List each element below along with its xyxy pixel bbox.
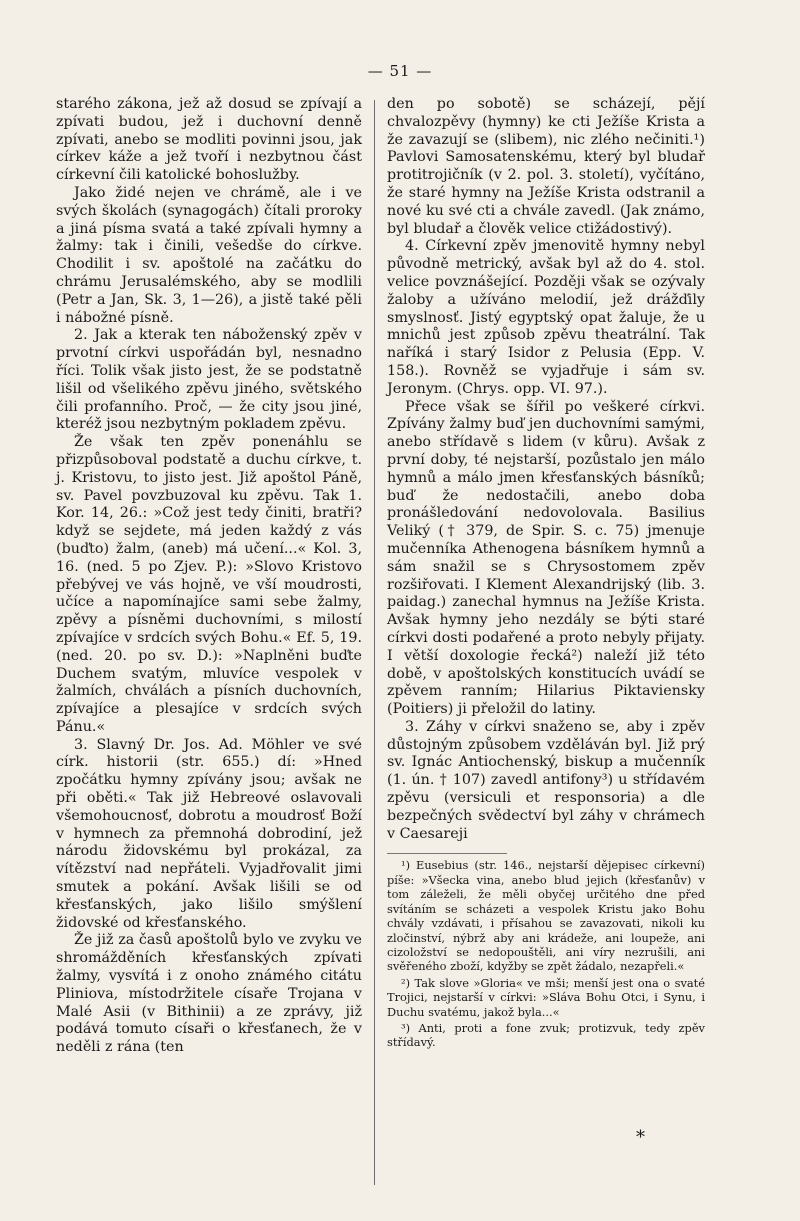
paragraph: 3. Záhy v církvi snaženo se, aby i zpěv důstojným způsobem vzděláván byl. Již prý sv. Ignác Antiochenský, biskup a mučenník (1. ún. † 107) zavedl antifony³) u střídavém zpěvu (versiculi et responsoria) a dle bezpečných svědectví byl záhy v chrámech v Caesareji <box>387 718 705 842</box>
footnote: ³) Anti, proti a fone zvuk; protizvuk, tedy zpěv střídavý. <box>387 1020 705 1050</box>
column-divider <box>374 100 375 1185</box>
paragraph: Jako židé nejen ve chrámě, ale i ve svých školách (synagogách) čítali proroky a jiná písma svatá a také zpívali hymny a žalmy: tak i činili, vešedše do církve. Chodilit i sv. apoštolé na začátku do chrámu Jerusalémského, aby se modlili (Petr a Jan, Sk. 3, 1—26), a jistě také pěli i nábožné písně. <box>56 184 362 326</box>
footnote: ¹) Eusebius (str. 146., nejstarší dějepisec církevní) píše: »Všecka vina, anebo blud jejich (křesťanův) v tom záleželi, že měli obyčej určitého dne před svítáním se scházeti a vespolek Kristu jako Bohu chvály vzdávati, i přísahou se zavazovati, nikoli ku zločinství, nýbrž aby ani krádeže, ani loupeže, ani cizoložství se nedopouštěli, ani víry nezrušili, ani svěřeného zboží, kdyžby se zpět žádalo, nezapřeli.« <box>387 858 705 974</box>
paragraph: 2. Jak a kterak ten náboženský zpěv v prvotní církvi uspořádán byl, nesnadno říci. Tolik však jisto jest, že se podstatně lišil od všelikého zpěvu jiného, světského čili profanního. Proč, — že city jsou jiné, kteréž jsou nezbytným pokladem zpěvu. <box>56 327 362 433</box>
footnote-rule <box>387 853 507 854</box>
paragraph: Že však ten zpěv ponenáhlu se přizpůsoboval podstatě a duchu církve, t. j. Kristovu, to jisto jest. Již apoštol Páně, sv. Pavel povzbuzoval ku zpěvu. Tak 1. Kor. 14, 26.: »Což jest tedy činiti, bratři? když se sejdete, má jeden každý z vás (buďto) žalm, (aneb) má učení...« Kol. 3, 16. (ned. 5 po Zjev. P.): »Slovo Kristovo přebývej ve vás hojně, ve vší moudrosti, učíce a napomínajíce sami sebe žalmy, zpěvy a písněmi duchovními, s milostí zpívajíce v srdcích svých Bohu.« Ef. 5, 19. (ned. 20. po sv. D.): »Naplněni buďte Duchem svatým, mluvíce vespolek v žalmích, chválách a písních duchovních, zpívajíce a plesajíce v srdcích svých Pánu.« <box>56 434 362 735</box>
left-column <box>56 96 362 1057</box>
footnote: ²) Tak slove »Gloria« ve mši; menší jest ona o svaté Trojici, nejstarší v církvi: »Sláva Bohu Otci, i Synu, i Duchu svatému, jakož byla...« <box>387 975 705 1019</box>
end-asterisk: * <box>636 1127 645 1148</box>
paragraph: starého zákona, jež až dosud se zpívají a zpívati budou, jež i duchovní denně zpívati, anebo se modliti povinni jsou, jak církev káže a jež tvoří i nezbytnou část církevní čili katolické bohoslužby. <box>56 96 362 184</box>
paragraph: 3. Slavný Dr. Jos. Ad. Möhler ve své círk. historii (str. 655.) dí: »Hned zpočátku hymny zpívány jsou; avšak ne při oběti.« Tak již Hebreové oslavovali všemohoucnosť, dobrotu a moudrosť Boží v hymnech za přemnohá dobrodiní, jež národu židovskému byl prokázal, za vítězství nad nepřáteli. Vyjadřovalit jimi smutek a pokání. Avšak lišili se od křesťanských, jako lišilo smýšlení židovské od křesťanského. <box>56 736 362 931</box>
paragraph: Že již za časů apoštolů bylo ve zvyku ve shromážděních křesťanských zpívati žalmy, vysvítá i z onoho známého citátu Pliniova, místodržitele císaře Trojana v Malé Asii (v Bithinii) a ze zprávy, již podává tomuto císaři o křesťanech, že v neděli z rána (ten <box>56 932 362 1056</box>
paragraph: den po sobotě) se scházejí, pějí chvalozpěvy (hymny) ke cti Ježíše Krista a že zavazují se (slibem), nic zlého nečiniti.¹) Pavlovi Samosatenskému, který byl bludař protitrojičník (v 2. pol. 3. století), vyčítáno, že staré hymny na Ježíše Krista odstranil a nové ku své cti a chvále zavedl. (Jak známo, byl bludař a člověk velice ctižádostivý). <box>387 96 705 237</box>
page-number: — 51 — <box>367 62 433 80</box>
paragraph: Přece však se šířil po veškeré církvi. Zpívány žalmy buď jen duchovními samými, anebo střídavě s lidem (v kůru). Avšak z první doby, té nejstarší, pozůstalo jen málo hymnů a málo jmen křesťanských básníků; buď že nedostačili, anebo doba pronášledování nedovolovala. Basilius Veliký († 379, de Spir. S. c. 75) jmenuje mučenníka Athenogena básníkem hymnů a sám snažil se s Chrysostomem zpěv rozšiřovati. I Klement Alexandrijský (lib. 3. paidag.) zanechal hymnus na Ježíše Krista. Avšak hymny jeho nezdály se býti staré církvi dosti podařené a proto nebyly přijaty. I větší doxologie řecká²) naleží již této době, v apoštolských konstitucích uvádí se zpěvem ranním; Hilarius Piktaviensky (Poitiers) ji přeložil do latiny. <box>387 398 705 718</box>
right-column <box>387 96 705 1052</box>
paragraph: 4. Církevní zpěv jmenovitě hymny nebyl původně metrický, avšak byl až do 4. stol. velice povznášející. Později však se ozývaly žaloby a užíváno melodií, jež drážďily smyslnosť. Jistý egyptský opat žaluje, že u mnichů jest způsob zpěvu theatrální. Tak naříká i starý Isidor z Pelusia (Epp. V. 158.). Rovněž se vyjadřuje i sám sv. Jeronym. (Chrys. opp. VI. 97.). <box>387 238 705 397</box>
footnotes <box>387 858 705 1049</box>
